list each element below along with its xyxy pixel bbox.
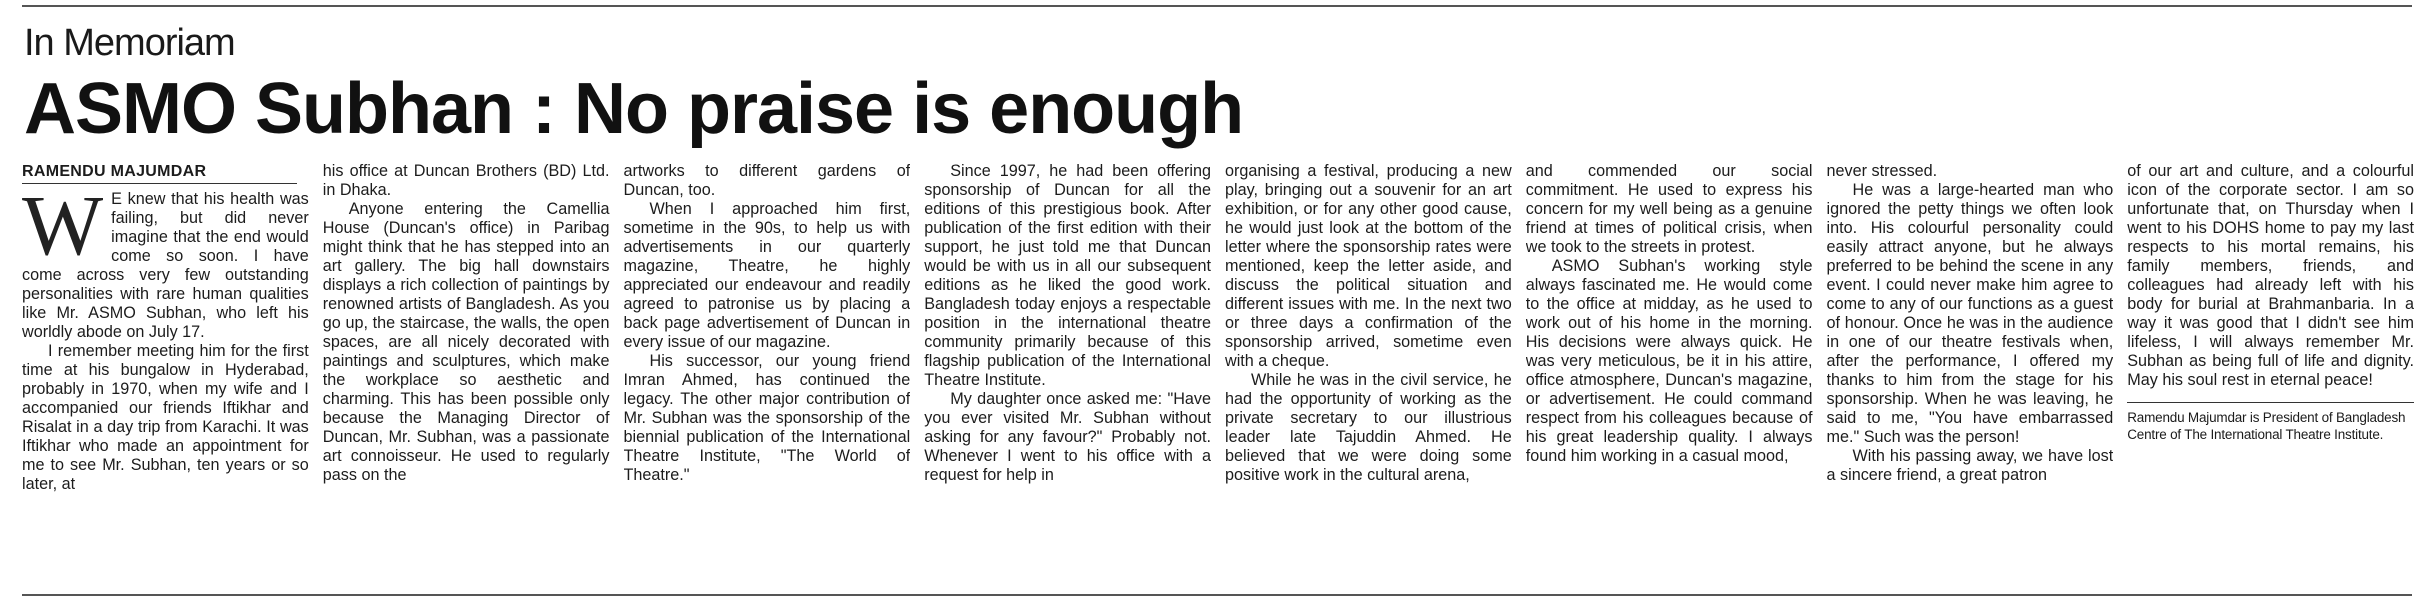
paragraph: organising a festival, producing a new play, bringing out a souvenir for an art exhibition, or for any other good cause, he would just look at the bottom of the letter where the sponsorship rates were mentioned, keep the letter aside, and discuss the political situation and different issues with me. In the next two or three days a confirmation of the sponsorship arrived, sometime even with a cheque. <box>1225 162 1512 370</box>
paragraph: He was a large-hearted man who ignored the petty things we often look into. His colourful personality could easily attract anyone, but he always preferred to be behind the scene in any event. I could never make him agree to come to any of our functions as a guest of honour. Once he was in the audience in one of our theatre festivals when, after the performance, I offered my thanks to him from the stage for his sponsorship. When he was leaving, he said to me, "You have embarrassed me." Such was the person! <box>1826 181 2114 446</box>
section-kicker: In Memoriam <box>24 22 235 64</box>
paragraph: artworks to different gardens of Duncan, too. <box>623 162 911 199</box>
column-3 <box>624 162 911 590</box>
paragraph: While he was in the civil service, he had the opportunity of working as the private secretary to our illustrious leader late Tajuddin Ahmed. He believed that we were doing some positive work in the cultural arena, <box>1225 371 1512 484</box>
paragraph: Anyone entering the Camellia House (Duncan's office) in Paribag might think that he has stepped into an art gallery. The big hall downstairs displays a rich collection of paintings by renowned artists of Bangladesh. As you go up, the staircase, the walls, the open spaces, are all nicely decorated with paintings and sculptures, which make the workplace so aesthetic and charming. This has been possible only because the Managing Director of Duncan, Mr. Subhan, was a passionate art connoisseur. He used to regularly pass on the <box>322 200 610 484</box>
paragraph: and commended our social commitment. He used to express his concern for my well being as a genuine friend at times of political crisis, when we took to the streets in protest. <box>1525 162 1813 256</box>
paragraph: ASMO Subhan's working style always fascinated me. He would come to the office at midday, as he used to work out of his home in the morning. His decisions were always quick. He was very meticulous, be it in his attire, office atmosphere, Duncan's magazine, or advertisement. He could command respect from his colleagues because of his great leadership quality. I always found him working in a casual mood, <box>1525 257 1813 465</box>
headline: ASMO Subhan : No praise is enough <box>24 69 1244 149</box>
paragraph: My daughter once asked me: "Have you ever visited Mr. Subhan without asking for any favour?" Probably not. Whenever I went to his office with a request for help in <box>924 390 1211 484</box>
column-7 <box>1827 162 2114 590</box>
paragraph: With his passing away, we have lost a sincere friend, a great patron <box>1826 447 2114 484</box>
paragraph: Since 1997, he had been offering sponsorship of Duncan for all the editions of this prestigious book. After publication of the first edition with their support, he just told me that Duncan would be with us in all our subsequent editions as he liked the good work. Bangladesh today enjoys a respectable position in the international theatre community primarily because of this flagship publication of the International Theatre Institute. <box>924 162 1211 389</box>
column-4 <box>924 162 1211 590</box>
bottom-rule <box>22 594 2412 596</box>
byline: RAMENDU MAJUMDAR <box>22 162 297 184</box>
article-body <box>22 162 2414 590</box>
paragraph: his office at Duncan Brothers (BD) Ltd. in Dhaka. <box>322 162 610 199</box>
column-2 <box>323 162 610 590</box>
paragraph: E knew that his health was failing, but did never imagine that the end would come so soon. I have come across very few outstanding personalities with rare human qualities like Mr. ASMO Subhan, who left his worldly abode on July 17. <box>22 190 309 341</box>
credit-divider <box>2127 402 2414 403</box>
paragraph: His successor, our young friend Imran Ahmed, has continued the legacy. The other major contribution of Mr. Subhan was the sponsorship of the biennial publication of the International Theatre Institute, "The World of Theatre." <box>623 352 911 484</box>
column-6 <box>1526 162 1813 590</box>
paragraph: When I approached him first, sometime in the 90s, to help us with advertisements in our quarterly magazine, Theatre, he highly appreciated our endeavour and readily agreed to patronise us by placing a back page advertisement of Duncan in every issue of our magazine. <box>623 200 911 351</box>
drop-cap: W <box>22 177 104 273</box>
column-1 <box>22 162 309 590</box>
top-rule <box>22 5 2412 7</box>
author-credit: Ramendu Majumdar is President of Bangladesh Centre of The International Theatre Institute. <box>2127 410 2406 442</box>
paragraph: of our art and culture, and a colourful icon of the corporate sector. I am so unfortunate that, on Thursday when I went to his DOHS home to pay my last respects to his mortal remains, his family members, friends, and colleagues had already left with his body for burial at Brahmanbaria. In a way it was good that I didn't see him lifeless, I will always remember Mr. Subhan as being full of life and dignity. May his soul rest in eternal peace! <box>2127 162 2414 389</box>
paragraph: never stressed. <box>1826 162 1938 180</box>
column-5 <box>1225 162 1512 590</box>
paragraph: I remember meeting him for the first time at his bungalow in Hyderabad, probably in 1970, when my wife and I accompanied our friends Iftikhar and Risalat in a day trip from Karachi. It was Iftikhar who made an appointment for me to see Mr. Subhan, ten years or so later, at <box>22 342 309 493</box>
column-8 <box>2127 162 2414 590</box>
